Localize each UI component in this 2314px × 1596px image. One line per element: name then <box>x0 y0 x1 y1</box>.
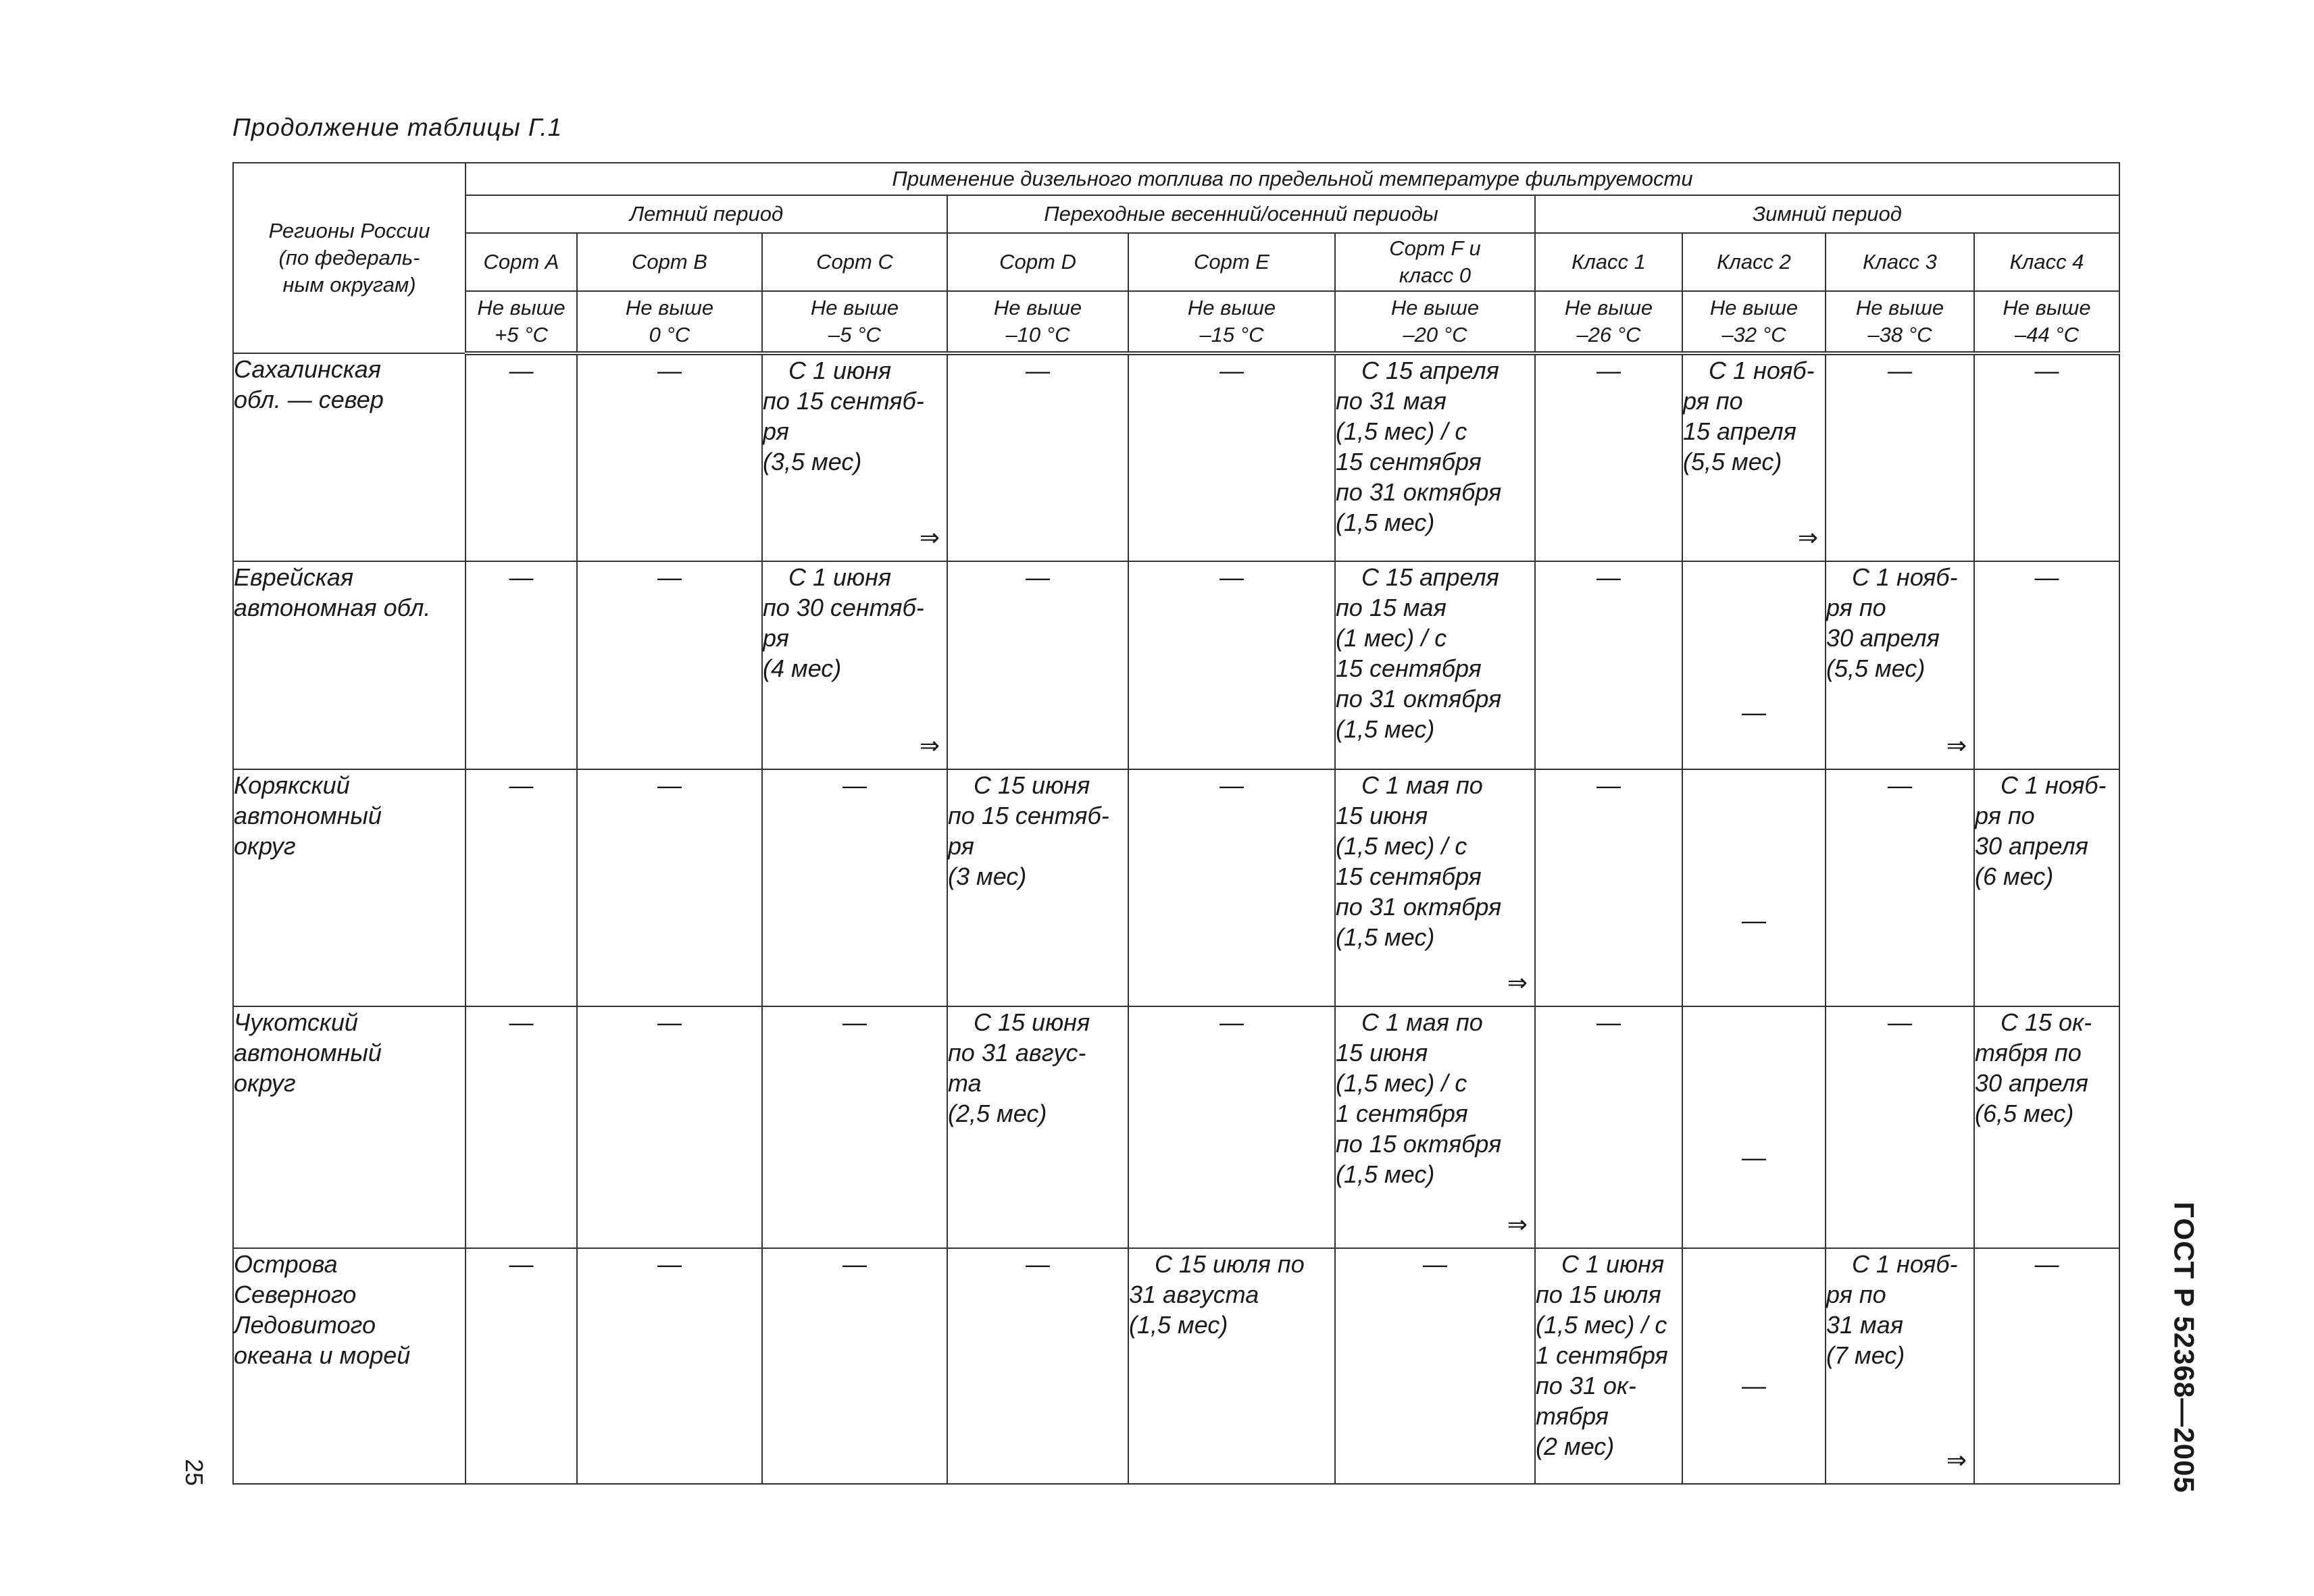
temperature-label: Не выше –32 °С <box>1709 296 1799 346</box>
region-name: Острова Северного Ледовитого океана и морей <box>234 1250 411 1370</box>
empty-value-cell <box>1682 1248 1826 1484</box>
table-row <box>233 769 2119 1006</box>
period-text: по 30 сентяб- ря (4 мес) <box>763 594 924 683</box>
dash-mark: — <box>1888 1008 1912 1036</box>
temperature-label: Не выше 0 °С <box>625 296 714 346</box>
empty-value-cell <box>1826 353 1974 561</box>
temperature-header <box>947 291 1128 353</box>
grade-header <box>1128 233 1335 291</box>
period-text: ря по 31 мая (7 мес) <box>1826 1281 1905 1370</box>
empty-value-cell <box>466 1006 577 1249</box>
region-cell <box>233 1006 466 1249</box>
temperature-label: Не выше –15 °С <box>1187 296 1276 346</box>
grade-label: Сорт B <box>632 250 707 274</box>
grade-header <box>1826 233 1974 291</box>
empty-value-cell <box>947 561 1128 769</box>
empty-value-cell <box>577 769 762 1006</box>
period-text: по 15 июля (1,5 мес) / с 1 сентября по 31 ок- тября (2 мес) <box>1536 1281 1668 1461</box>
temperature-header <box>1826 291 1974 353</box>
empty-value-cell <box>1535 1006 1682 1249</box>
dash-mark: — <box>1026 563 1050 592</box>
empty-value-cell <box>577 1006 762 1249</box>
application-header: Применение дизельного топлива по предельной температуре фильтруемости <box>466 163 2119 195</box>
region-cell <box>233 1248 466 1484</box>
standard-title-vertical <box>2154 1202 2215 1493</box>
grade-header <box>1335 233 1535 291</box>
region-name: Корякский автономный округ <box>234 771 382 860</box>
grade-label: Сорт C <box>816 250 893 274</box>
period-start: С 15 ок- <box>2001 1008 2092 1036</box>
table-row <box>233 353 2119 561</box>
continuation-arrow-icon: ⇒ <box>919 523 940 552</box>
temperature-label: Не выше –26 °С <box>1564 296 1653 346</box>
empty-value-cell <box>1826 769 1974 1006</box>
region-column-label: Регионы России (по федераль- ным округам) <box>268 219 430 297</box>
period-start: С 15 июня <box>974 771 1090 800</box>
temperature-label: Не выше –20 °С <box>1390 296 1480 346</box>
empty-value-cell <box>577 1248 762 1484</box>
table-body <box>233 353 2119 1484</box>
period-start: С 1 июня <box>788 357 892 384</box>
period-text: 15 июня (1,5 мес) / с 15 сентября по 31 октября (1,5 мес) <box>1336 802 1502 952</box>
empty-value-cell <box>1535 769 1682 1006</box>
period-start: С 1 июня <box>1561 1250 1665 1279</box>
continuation-arrow-icon: ⇒ <box>1507 1210 1528 1239</box>
temperature-label: Не выше –10 °С <box>993 296 1082 346</box>
period-start: С 1 нояб- <box>1709 357 1815 384</box>
temperature-row <box>233 291 2119 353</box>
summer-period-header: Летний период <box>466 195 947 233</box>
period-cell <box>1335 561 1535 769</box>
region-cell <box>233 561 466 769</box>
empty-value-cell <box>947 1248 1128 1484</box>
period-start: С 1 нояб- <box>2001 771 2107 800</box>
period-cell <box>1128 1248 1335 1484</box>
dash-mark: — <box>509 563 534 592</box>
empty-value-cell <box>577 353 762 561</box>
continuation-arrow-icon: ⇒ <box>1507 968 1528 996</box>
dash-mark: — <box>1742 1143 1766 1171</box>
empty-value-cell <box>947 353 1128 561</box>
dash-mark: — <box>2034 1250 2059 1279</box>
table-row <box>233 1248 2119 1484</box>
dash-mark: — <box>1219 563 1244 592</box>
grade-header <box>762 233 947 291</box>
period-cell <box>1535 1248 1682 1484</box>
period-cell <box>1335 1006 1535 1249</box>
dash-mark: — <box>2034 357 2059 384</box>
empty-value-cell <box>1826 1006 1974 1249</box>
continuation-arrow-icon: ⇒ <box>919 731 940 760</box>
page-number: 25 <box>180 1458 208 1487</box>
dash-mark: — <box>842 771 867 800</box>
period-start: С 1 мая по <box>1361 771 1483 800</box>
region-name: Сахалинская обл. — север <box>234 355 384 413</box>
dash-mark: — <box>657 1008 682 1036</box>
period-text: по 31 мая (1,5 мес) / с 15 сентября по 31 октября (1,5 мес) <box>1336 387 1502 536</box>
period-cell <box>947 1006 1128 1249</box>
table-row <box>233 561 2119 769</box>
dash-mark: — <box>509 771 534 800</box>
empty-value-cell <box>1535 561 1682 769</box>
grade-header <box>1535 233 1682 291</box>
region-name: Чукотский автономный округ <box>234 1008 382 1097</box>
temperature-label: Не выше –44 °С <box>2003 296 2091 346</box>
period-text: по 15 сентяб- ря (3 мес) <box>948 802 1109 891</box>
dash-mark: — <box>1219 1008 1244 1036</box>
grade-label: Сорт D <box>999 250 1076 274</box>
empty-value-cell <box>1682 769 1826 1006</box>
dash-mark: — <box>1596 357 1621 384</box>
period-cell <box>1826 561 1974 769</box>
period-text: по 31 авгус- та (2,5 мес) <box>948 1038 1086 1127</box>
empty-value-cell <box>466 1248 577 1484</box>
temperature-label: Не выше –5 °С <box>810 296 899 346</box>
dash-mark: — <box>1596 1008 1621 1036</box>
grade-header <box>1682 233 1826 291</box>
grade-header <box>1974 233 2119 291</box>
winter-period-header: Зимний период <box>1535 195 2119 233</box>
empty-value-cell <box>466 769 577 1006</box>
dash-mark: — <box>1742 698 1766 727</box>
empty-value-cell <box>1128 353 1335 561</box>
empty-value-cell <box>1128 561 1335 769</box>
empty-value-cell <box>1974 353 2119 561</box>
dash-mark: — <box>509 357 534 384</box>
period-cell <box>1974 769 2119 1006</box>
grade-row <box>233 233 2119 291</box>
temperature-header <box>762 291 947 353</box>
grade-label: Класс 2 <box>1717 250 1791 274</box>
grade-label: Класс 1 <box>1571 250 1646 274</box>
period-text: ря по 30 апреля (5,5 мес) <box>1826 594 1940 683</box>
empty-value-cell <box>577 561 762 769</box>
dash-mark: — <box>657 771 682 800</box>
period-start: С 15 июня <box>974 1008 1090 1036</box>
dash-mark: — <box>657 1250 682 1279</box>
transition-period-header: Переходные весенний/осенний периоды <box>947 195 1535 233</box>
temperature-header <box>577 291 762 353</box>
period-text: по 15 мая (1 мес) / с 15 сентября по 31 октября (1,5 мес) <box>1336 594 1502 744</box>
empty-value-cell <box>1128 1006 1335 1249</box>
empty-value-cell <box>762 1006 947 1249</box>
period-start: С 1 июня <box>788 563 892 592</box>
dash-mark: — <box>1596 563 1621 592</box>
dash-mark: — <box>1742 1372 1766 1400</box>
grade-label: Класс 4 <box>2009 250 2084 274</box>
table-caption: Продолжение таблицы Г.1 <box>232 113 563 141</box>
page-number-box <box>177 1445 211 1499</box>
period-start: С 15 июля по <box>1155 1250 1305 1279</box>
dash-mark: — <box>842 1008 867 1036</box>
period-start: С 15 апреля <box>1361 563 1499 592</box>
empty-value-cell <box>466 561 577 769</box>
grade-label: Сорт A <box>483 250 559 274</box>
temperature-label: Не выше +5 °С <box>477 296 565 346</box>
period-cell <box>947 769 1128 1006</box>
period-cell <box>1826 1248 1974 1484</box>
empty-value-cell <box>1682 1006 1826 1249</box>
continuation-arrow-icon: ⇒ <box>1797 523 1818 552</box>
period-cell <box>1335 769 1535 1006</box>
period-start: С 1 мая по <box>1361 1008 1483 1036</box>
period-cell <box>1974 1006 2119 1249</box>
fuel-table <box>232 162 2120 1485</box>
grade-label: Класс 3 <box>1863 250 1937 274</box>
period-text: тября по 30 апреля (6,5 мес) <box>1975 1038 2088 1127</box>
period-start: С 1 нояб- <box>1852 1250 1958 1279</box>
dash-mark: — <box>509 1250 534 1279</box>
dash-mark: — <box>1219 357 1244 384</box>
temperature-header <box>1535 291 1682 353</box>
region-cell <box>233 353 466 561</box>
dash-mark: — <box>1219 771 1244 800</box>
period-cell <box>1682 353 1826 561</box>
empty-value-cell <box>1128 769 1335 1006</box>
period-text: 31 августа (1,5 мес) <box>1129 1281 1259 1339</box>
period-cell <box>762 353 947 561</box>
dash-mark: — <box>1026 1250 1050 1279</box>
period-text: по 15 сентяб- ря (3,5 мес) <box>763 387 924 475</box>
dash-mark: — <box>1888 357 1912 384</box>
continuation-arrow-icon: ⇒ <box>1946 731 1967 760</box>
temperature-header <box>1974 291 2119 353</box>
grade-label: Сорт E <box>1194 250 1269 274</box>
grade-label: Сорт F и класс 0 <box>1389 236 1481 287</box>
period-start: С 15 апреля <box>1361 357 1499 384</box>
period-cell <box>1335 353 1535 561</box>
dash-mark: — <box>1423 1250 1447 1279</box>
grade-header <box>947 233 1128 291</box>
region-column-header <box>233 163 466 353</box>
continuation-arrow-icon: ⇒ <box>1946 1446 1967 1474</box>
dash-mark: — <box>842 1250 867 1279</box>
empty-value-cell <box>1974 561 2119 769</box>
dash-mark: — <box>509 1008 534 1036</box>
temperature-label: Не выше –38 °С <box>1855 296 1944 346</box>
standard-title: ГОСТ Р 52368—2005 <box>2169 1202 2201 1493</box>
dash-mark: — <box>1596 771 1621 800</box>
empty-value-cell <box>466 353 577 561</box>
period-cell <box>762 561 947 769</box>
period-text: ря по 30 апреля (6 мес) <box>1975 802 2088 891</box>
dash-mark: — <box>1026 357 1050 384</box>
table-header <box>233 163 2119 353</box>
dash-mark: — <box>1888 771 1912 800</box>
empty-value-cell <box>1335 1248 1535 1484</box>
dash-mark: — <box>657 357 682 384</box>
temperature-header <box>1335 291 1535 353</box>
temperature-header <box>1128 291 1335 353</box>
grade-header <box>577 233 762 291</box>
region-cell <box>233 769 466 1006</box>
period-start: С 1 нояб- <box>1852 563 1958 592</box>
empty-value-cell <box>1535 353 1682 561</box>
empty-value-cell <box>1974 1248 2119 1484</box>
temperature-header <box>466 291 577 353</box>
dash-mark: — <box>2034 563 2059 592</box>
dash-mark: — <box>657 563 682 592</box>
period-text: ря по 15 апреля (5,5 мес) <box>1683 387 1796 475</box>
period-text: 15 июня (1,5 мес) / с 1 сентября по 15 октября (1,5 мес) <box>1336 1038 1502 1188</box>
dash-mark: — <box>1742 906 1766 935</box>
region-name: Еврейская автономная обл. <box>234 563 431 622</box>
grade-header <box>466 233 577 291</box>
empty-value-cell <box>762 769 947 1006</box>
empty-value-cell <box>762 1248 947 1484</box>
temperature-header <box>1682 291 1826 353</box>
table-row <box>233 1006 2119 1249</box>
empty-value-cell <box>1682 561 1826 769</box>
